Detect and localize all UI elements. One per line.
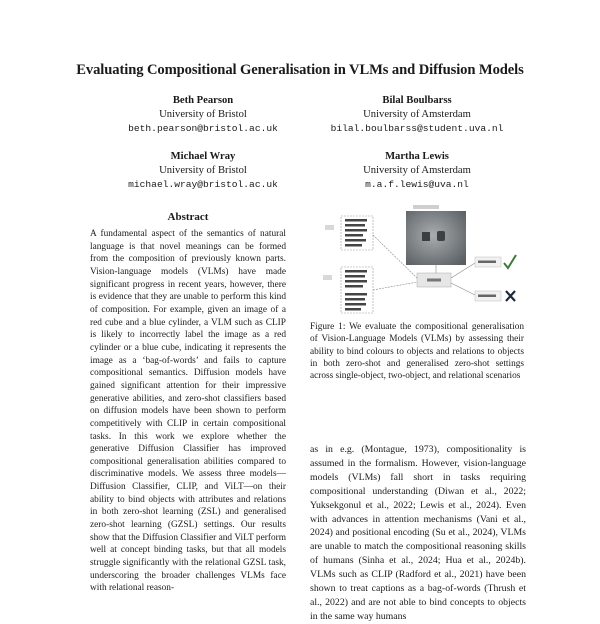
author-affiliation: University of Amsterdam [363,165,471,176]
figure-caption: Figure 1: We evaluate the compositional generalisation of Vision-Language Models (VLMs) by assessing their ability to bind colours to objects and relations to objects in both zero-shot and generalised zero-shot settings across single-object, two-object, and relational scenarios [310,322,524,382]
author-name: Beth Pearson [172,95,234,106]
author-affiliation: University of Bristol [159,165,247,176]
author-name: Michael Wray [170,151,236,162]
check-icon [504,255,516,268]
arrow-model-to-output-2 [451,283,475,295]
author-email[interactable]: m.a.f.lewis@uva.nl [365,179,469,190]
caption-group-2 [323,267,373,313]
author-email[interactable]: michael.wray@bristol.ac.uk [128,179,278,190]
caption-group-1 [325,216,373,250]
author-email[interactable]: bilal.boulbarss@student.uva.nl [330,123,504,134]
author-name: Martha Lewis [385,151,449,162]
cube-object [422,232,430,241]
author-name: Bilal Boulbarss [382,95,452,106]
cylinder-object [437,231,445,241]
author-block-4 [302,150,532,192]
cross-icon [506,291,515,301]
author-block-2 [302,94,532,136]
image-label-placeholder [413,205,439,209]
author-affiliation: University of Bristol [159,109,247,120]
author-block-1 [88,94,318,136]
body-paragraph: as in e.g. (Montague, 1973), compositionality is assumed in the formalism. However, vision-language models (VLMs) fall short in tasks requiring compositional understanding (Diwan et al., 2022; Yuksekgonul et al., 2022; Lewis et al., 2024). Even with advances in attention mechanisms (Vani et al., 2024) and positional encoding (Su et al., 2024), VLMs are unable to match the compositional reasoning skills of humans (Sinha et al., 2024; Hua et al., 2024b). VLMs such as CLIP (Radford et al., 2021) have been shown to treat captions as a bag-of-words (Thrush et al., 2022) and are not able to bind concepts to objects in the same way humans [310,444,526,622]
arrow-model-to-output-1 [451,263,475,278]
author-affiliation: University of Amsterdam [363,109,471,120]
author-email[interactable]: beth.pearson@bristol.ac.uk [128,123,278,134]
abstract-text: A fundamental aspect of the semantics of natural language is that novel meanings can be formed from the composition of previously known parts. Vision-language models (VLMs) have made significant progress in recent years, however, there is evidence that they are unable to perform this kind of composition. For example, given an image of a red cube and a blue cylinder, a VLM such as CLIP is likely to incorrectly label the image as a red cylinder or a blue cube, indicating it represents the image as a ‘bag-of-words’ and fails to capture compositional semantics. Diffusion models have gained significant attention for their impressive generative abilities, and zero-shot classifiers based on diffusion models have been shown to perform competitively with CLIP in certain compositional tasks. In this work we explore whether the generative Diffusion Classifier has improved compositional generalisation abilities compared to discriminative models. We assess three models—Diffusion Classifier, CLIP, and ViLT—on their ability to bind objects with attributes and relations in both zero-shot learning (ZSL) and generalised zero-shot learning (GZSL) settings. Our results show that the Diffusion Classifier and ViLT perform well at concept binding tasks, but that all models struggle significantly with the relational GZSL task, underscoring the broader challenges VLMs face with relational reason- [90,229,286,594]
paper-title: Evaluating Compositional Generalisation in VLMs and Diffusion Models [76,62,524,78]
figure-1-diagram [313,205,521,325]
abstract-heading: Abstract [167,211,209,223]
author-block-3 [88,150,318,192]
figure-1-svg [313,205,521,325]
